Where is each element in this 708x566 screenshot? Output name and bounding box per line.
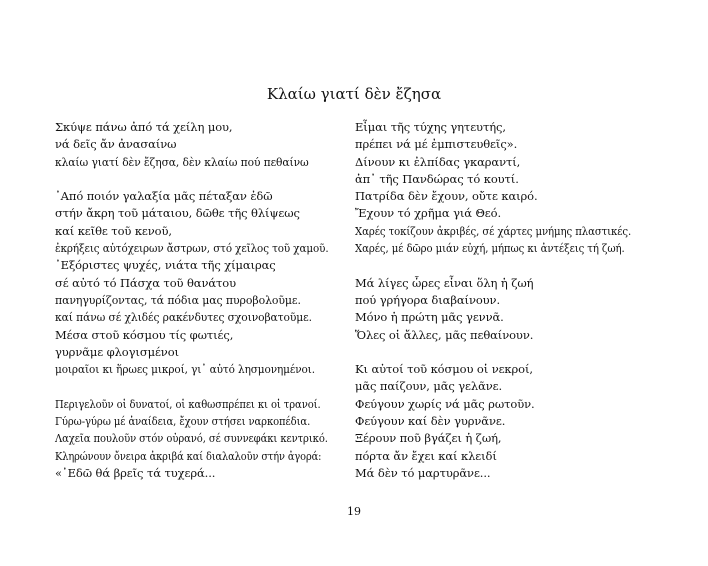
poem-line: ἐκρήξεις αὐτόχειρων ἄστρων, στό χεῖλος τοῦ χαμοῦ. <box>55 241 329 256</box>
poem-line: Εἶμαι τῆς τύχης γητευτής, <box>355 120 506 134</box>
poem-line: Περιγελοῦν οἱ δυνατοί, οἱ καθωσπρέπει κι οἱ τρανοί. <box>55 396 321 411</box>
page-number: 19 <box>347 505 361 518</box>
poem-line: ᾿Από ποιόν γαλαξία μᾶς πέταξαν ἐδῶ <box>55 189 273 204</box>
stanza-break <box>55 378 347 395</box>
poem-line: Ἔχουν τό χρῆμα γιά Θεό. <box>355 206 502 221</box>
poem-line: Χαρές, μέ δῶρο μιάν εὐχή, μήπως κι ἀντέξεις τή ζωή. <box>355 241 625 256</box>
poem-line: σέ αὐτό τό Πάσχα τοῦ θανάτου <box>55 275 236 290</box>
poem-line: Χαρές τοκίζουν ἀκριβές, σέ χάρτες μνήμης πλαστικές. <box>355 223 632 238</box>
poem-line: Μά λίγες ὧρες εἶναι ὅλη ἡ ζωή <box>355 275 534 290</box>
poem-line: Μόνο ἡ πρώτη μᾶς γεννᾶ. <box>355 310 504 325</box>
poem-line: πρέπει νά μέ ἐμπιστευθεῖς». <box>355 137 518 152</box>
poem-line: Γύρω-γύρω μέ ἀναίδεια, ἔχουν στήσει ναρκοπέδια. <box>55 414 311 429</box>
poem-left-column <box>55 119 347 482</box>
poem-line: Φεύγουν χωρίς νά μᾶς ρωτοῦν. <box>355 396 535 411</box>
stanza-break <box>355 344 700 361</box>
poem-line: «᾿Εδῶ θά βρεῖς τά τυχερά... <box>55 465 216 480</box>
poem-line: νά δεῖς ἄν ἀνασαίνω <box>55 137 177 152</box>
poem-right-column <box>355 119 700 482</box>
poem-line: Μά δὲν τό μαρτυρᾶνε... <box>355 465 491 480</box>
poem-line: Ξέρουν ποῦ βγάζει ἡ ζωή, <box>355 431 502 446</box>
poem-line: μᾶς παίζουν, μᾶς γελᾶνε. <box>355 379 503 394</box>
poem-line: Φεύγουν καί δὲν γυρνᾶνε. <box>355 414 506 429</box>
poem-line: Μέσα στοῦ κόσμου τίς φωτιές, <box>55 327 234 342</box>
poem-line: ἀπ᾿ τῆς Πανδώρας τό κουτί. <box>355 171 519 186</box>
poem-line: καί κεῖθε τοῦ κενοῦ, <box>55 223 172 238</box>
poem-line: μοιραῖοι κι ἥρωες μικροί, γι᾿ αὐτό λησμονημένοι. <box>55 362 315 377</box>
poem-line: Πατρίδα δὲν ἔχουν, οὔτε καιρό. <box>355 189 538 204</box>
poem-line: Κι αὐτοί τοῦ κόσμου οἱ νεκροί, <box>355 362 533 377</box>
poem-line: Ὅλες οἱ ἄλλες, μᾶς πεθαίνουν. <box>355 327 534 342</box>
poem-line: Σκύψε πάνω ἀπό τά χείλη μου, <box>55 120 233 134</box>
poem-title: Κλαίω γιατί δὲν ἔζησα <box>266 85 442 103</box>
poem-line: γυρνᾶμε φλογισμένοι <box>55 344 179 359</box>
stanza-break <box>55 171 347 188</box>
poem-line: Λαχεῖα πουλοῦν στόν οὐρανό, σέ συννεφάκι κεντρικό. <box>55 431 328 446</box>
poem-line: καί πάνω σέ χλιδές ρακένδυτες σχοινοβατοῦμε. <box>55 310 312 325</box>
poem-line: ᾿Εξόριστες ψυχές, νιάτα τῆς χίμαιρας <box>55 258 276 273</box>
poem-line: στήν ἄκρη τοῦ μάταιου, δῶθε τῆς θλίψεως <box>55 206 300 221</box>
poem-line: πόρτα ἄν ἔχει καί κλειδί <box>355 448 497 463</box>
poem-line: πανηγυρίζοντας, τά πόδια μας πυροβολοῦμε. <box>55 292 301 307</box>
poem-line: Κληρώνουν ὄνειρα ἀκριβά καί διαλαλοῦν στήν ἀγορά: <box>55 448 322 463</box>
poem-line: πού γρήγορα διαβαίνουν. <box>355 292 501 307</box>
poem-line: Δίνουν κι ἐλπίδας γκαραντί, <box>355 154 521 169</box>
stanza-break <box>355 257 700 274</box>
poem-line: κλαίω γιατί δὲν ἔζησα, δὲν κλαίω πού πεθαίνω <box>55 154 309 169</box>
